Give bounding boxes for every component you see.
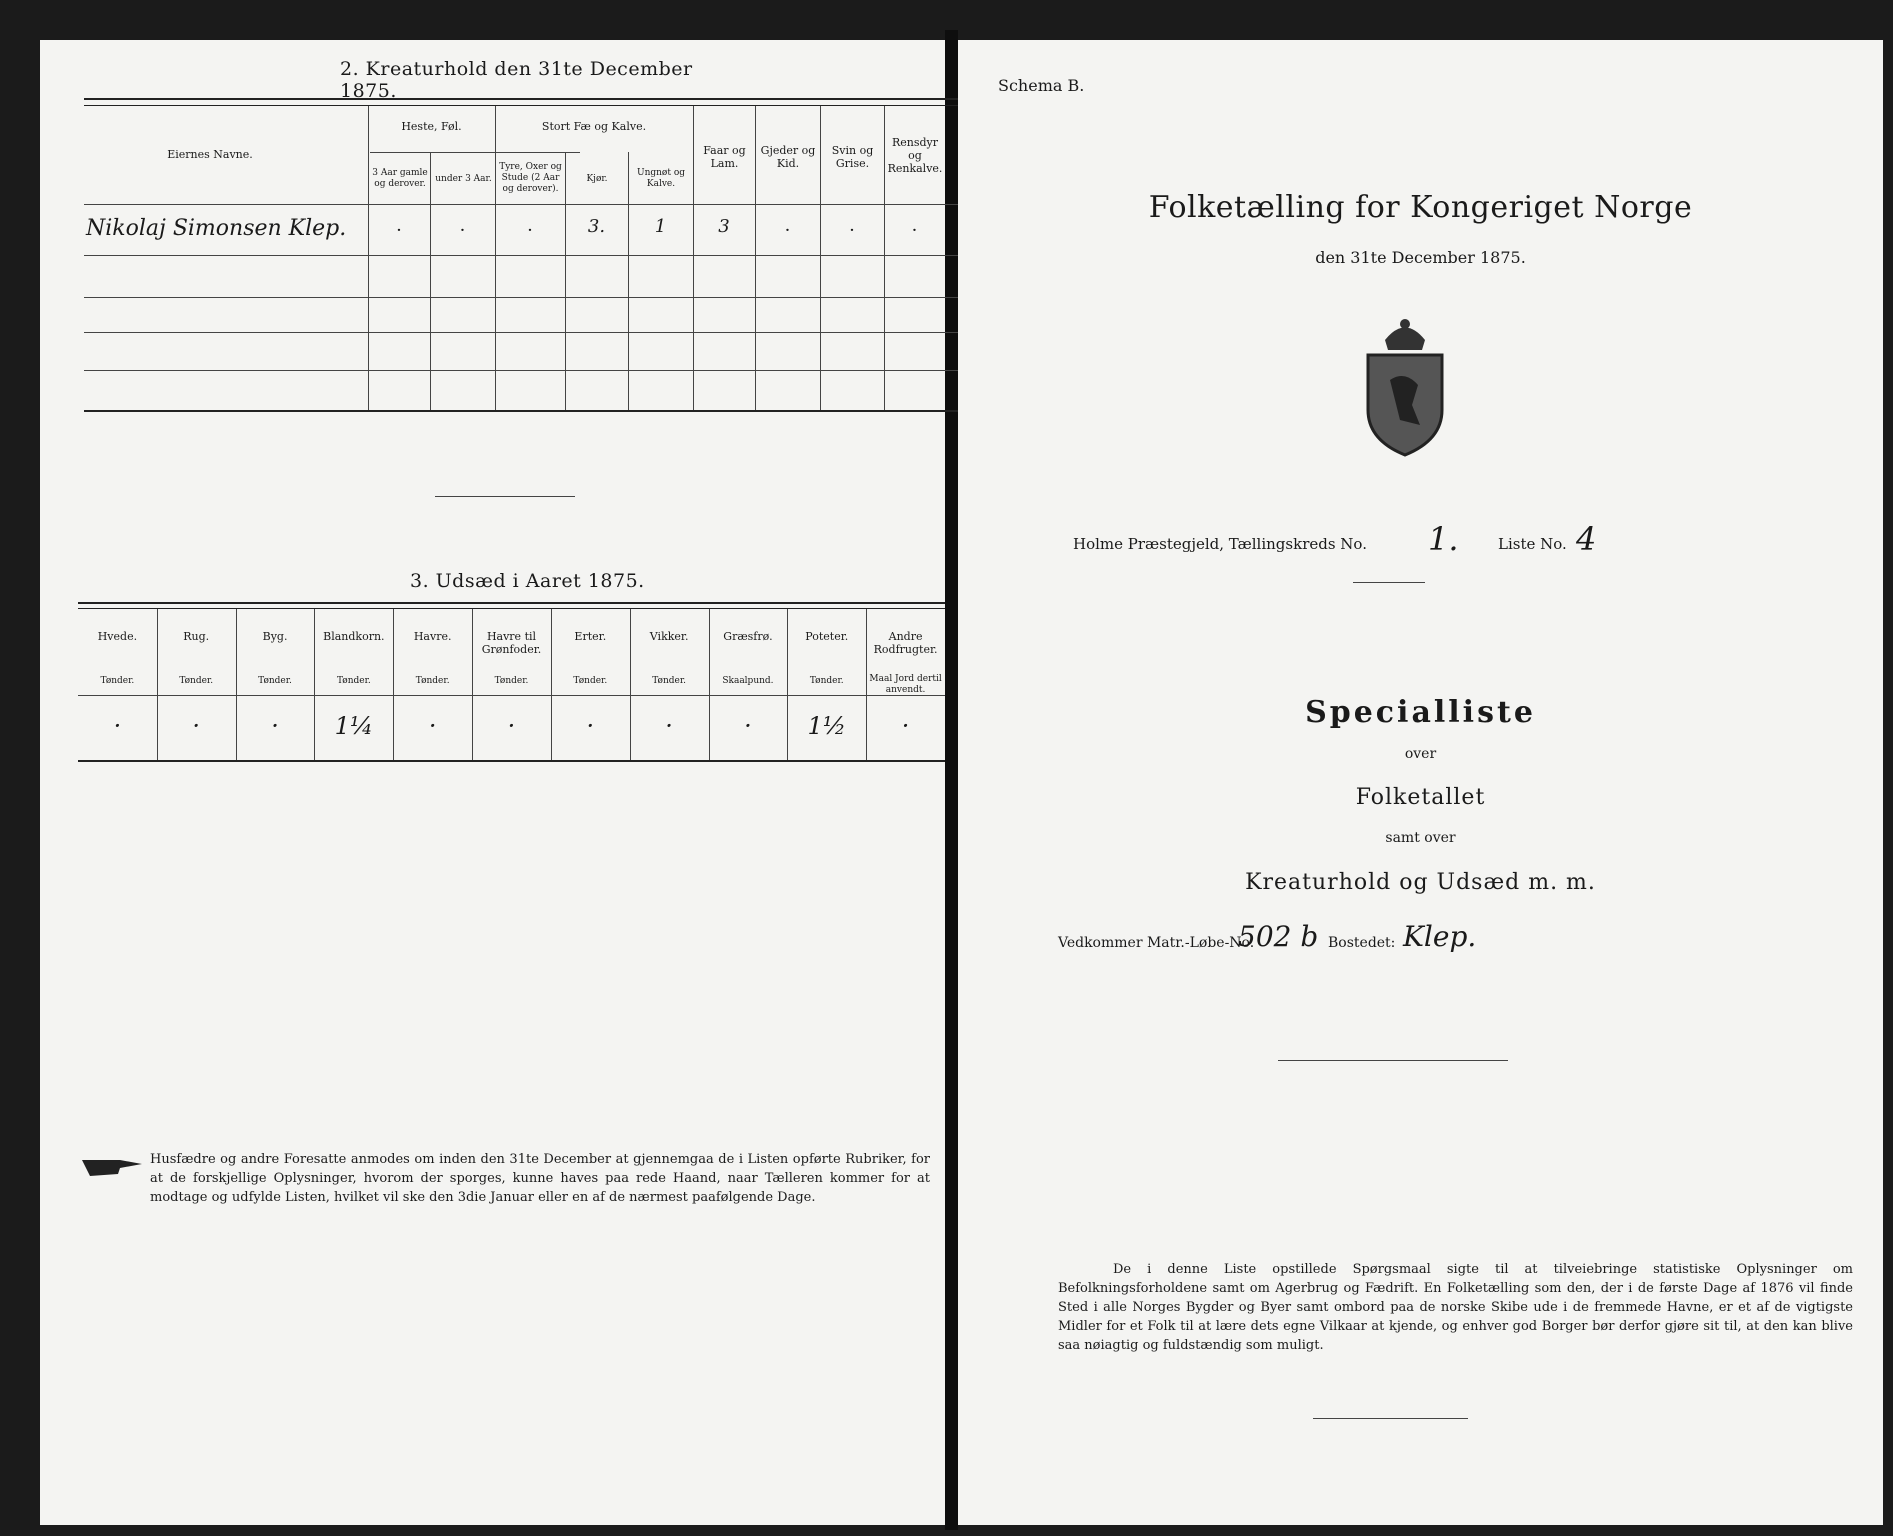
seed-header-unit: Tønder. bbox=[415, 676, 450, 686]
col-gjeder: Gjeder og Kid. bbox=[760, 144, 816, 170]
footnote: Husfædre og andre Foresatte anmodes om inden den 31te December at gjennemgaa de i Listen opførte Rubriker, for at de forskjellige Oplysninger, hvorom der sporges, kunne haves paa rede Haand, naar Tælleren kommer for at modtage og udfylde Listen, hvilket vil ske den 3die Januar eller en af de nærmest paafølgende Dage. bbox=[150, 1152, 930, 1205]
col-divider bbox=[628, 152, 629, 410]
owner-name: Nikolaj Simonsen Klep. bbox=[86, 216, 347, 241]
list-no: 4 bbox=[1576, 520, 1597, 558]
matr-no: 502 b bbox=[1238, 920, 1319, 953]
cell-ungnot: 1 bbox=[654, 216, 667, 237]
group-heste: Heste, Føl. bbox=[401, 120, 462, 133]
section3-title: 3. Udsæd i Aaret 1875. bbox=[410, 570, 645, 592]
col-ungnot: Ungnøt og Kalve. bbox=[636, 168, 685, 189]
seed-value-cell: · bbox=[192, 712, 201, 740]
schema-label: Schema B. bbox=[998, 76, 1085, 95]
col-divider bbox=[565, 152, 566, 410]
seed-table-top-rule-thin bbox=[78, 608, 945, 609]
col-tyre: Tyre, Oxer og Stude (2 Aar og derover). bbox=[499, 162, 562, 194]
seed-header-name: Byg. bbox=[262, 630, 288, 643]
col-rensdyr: Rensdyr og Renkalve. bbox=[887, 136, 943, 175]
col-faar: Faar og Lam. bbox=[703, 144, 746, 170]
seed-header-unit: Tønder. bbox=[809, 676, 844, 686]
seed-header-unit: Tønder. bbox=[179, 676, 214, 686]
seed-value-cell: · bbox=[586, 712, 595, 740]
owner-header: Eiernes Navne. bbox=[167, 148, 253, 161]
row-rule bbox=[84, 370, 984, 371]
header-bottom-rule bbox=[84, 204, 984, 205]
seed-header-name: Havre. bbox=[413, 630, 452, 643]
seed-header-unit: Tønder. bbox=[336, 676, 371, 686]
right-page bbox=[958, 40, 1883, 1525]
col-heste-old: 3 Aar gamle og derover. bbox=[372, 168, 428, 189]
folketallet-label: Folketallet bbox=[1355, 785, 1486, 810]
cell-heste-young: · bbox=[459, 220, 466, 241]
bosted-value: Klep. bbox=[1403, 920, 1477, 953]
seed-header-unit: Tønder. bbox=[573, 676, 608, 686]
col-svin: Svin og Grise. bbox=[831, 144, 874, 170]
left-page bbox=[40, 40, 945, 1525]
over-label: over bbox=[1404, 746, 1437, 762]
cell-gjeder: · bbox=[784, 220, 791, 241]
seed-header-unit: Skaalpund. bbox=[722, 676, 774, 686]
seed-value-cell: · bbox=[507, 712, 516, 740]
cell-rensdyr: · bbox=[911, 220, 918, 241]
seed-value-cell: · bbox=[901, 712, 910, 740]
seed-header-name: Havre til Grønfoder. bbox=[481, 630, 542, 656]
seed-header-rule bbox=[78, 695, 945, 696]
cell-heste-old: · bbox=[396, 220, 402, 241]
seed-header-unit: Maal Jord dertil anvendt. bbox=[869, 674, 942, 695]
table-top-rule bbox=[84, 98, 984, 100]
seed-header-unit: Tønder. bbox=[652, 676, 687, 686]
body-text: De i denne Liste opstillede Spørgsmaal sigte til at tilveiebringe statistiske Oplysninger om Befolkningsforholdene samt om Agerbrug og Fædrift. En Folketælling som den, der i de første Dage af 1876 vil finde Sted i alle Norges Bygder og Byer samt ombord paa de norske Skibe ude i de fremmede Havne, er et af de vigtigste Midler for et Folk til at lære dets egne Vilkaar at kjende, og enhver god Borger bør derfor gjøre sit til, at den kan blive saa nøiagtig og fuldstændig som muligt. bbox=[1058, 1262, 1853, 1353]
seed-header-unit: Tønder. bbox=[494, 676, 529, 686]
bosted-prefix: Bostedet: bbox=[1328, 935, 1396, 951]
cell-tyre: · bbox=[527, 220, 533, 241]
col-divider bbox=[430, 152, 431, 410]
samt-over-label: samt over bbox=[1385, 830, 1456, 846]
seed-value-cell: · bbox=[428, 712, 437, 740]
section2-title: 2. Kreaturhold den 31te December 1875. bbox=[340, 58, 693, 102]
coat-of-arms-icon bbox=[1350, 310, 1460, 460]
seed-value-cell: 1¼ bbox=[334, 712, 374, 740]
seed-table-bottom-rule bbox=[78, 760, 945, 762]
seed-value-cell: · bbox=[113, 712, 122, 740]
district-no: 1. bbox=[1428, 520, 1459, 558]
separator-rule bbox=[435, 496, 575, 497]
cell-faar: 3 bbox=[718, 216, 730, 237]
group-stortfae: Stort Fæ og Kalve. bbox=[541, 120, 647, 133]
separator-rule bbox=[1278, 1060, 1508, 1061]
main-title: Folketælling for Kongeriget Norge bbox=[1148, 190, 1693, 225]
matr-prefix: Vedkommer Matr.-Løbe-No. bbox=[1058, 935, 1255, 951]
table-bottom-rule bbox=[84, 410, 984, 412]
col-divider bbox=[495, 106, 496, 410]
row-rule bbox=[84, 332, 984, 333]
seed-header-name: Hvede. bbox=[97, 630, 138, 643]
row-rule bbox=[84, 297, 984, 298]
special-title: Specialliste bbox=[1305, 695, 1536, 730]
seed-header-name: Græsfrø. bbox=[723, 630, 773, 643]
seed-value-cell: · bbox=[744, 712, 752, 740]
subgroup-rule bbox=[370, 152, 580, 153]
separator-rule bbox=[1353, 582, 1425, 583]
seed-value-cell: 1½ bbox=[807, 712, 847, 740]
col-kjor: Kjør. bbox=[586, 174, 608, 184]
district-prefix: Holme Præstegjeld, Tællingskreds No. bbox=[1073, 535, 1367, 553]
kreaturhold-label: Kreaturhold og Udsæd m. m. bbox=[1245, 870, 1596, 895]
list-prefix: Liste No. bbox=[1498, 535, 1567, 553]
seed-header-name: Andre Rodfrugter. bbox=[873, 630, 938, 656]
cell-kjor: 3. bbox=[587, 216, 606, 237]
seed-table-top-rule bbox=[78, 602, 945, 604]
seed-header-name: Blandkorn. bbox=[323, 630, 385, 643]
seed-value-cell: · bbox=[665, 712, 673, 740]
separator-rule bbox=[1313, 1418, 1468, 1419]
seed-value-cell: · bbox=[271, 712, 279, 740]
seed-header-unit: Tønder. bbox=[258, 676, 292, 686]
date-line: den 31te December 1875. bbox=[1315, 248, 1526, 267]
col-heste-young: under 3 Aar. bbox=[435, 174, 492, 184]
seed-header-unit: Tønder. bbox=[100, 676, 135, 686]
cell-svin: · bbox=[849, 220, 855, 241]
seed-header-name: Erter. bbox=[574, 630, 607, 643]
col-divider bbox=[368, 106, 369, 410]
seed-header-name: Poteter. bbox=[805, 630, 849, 643]
pointing-hand-icon bbox=[80, 1152, 150, 1180]
seed-header-name: Vikker. bbox=[649, 630, 689, 643]
table-top-rule-thin bbox=[84, 105, 984, 106]
seed-header-name: Rug. bbox=[183, 630, 210, 643]
row-rule bbox=[84, 255, 984, 256]
